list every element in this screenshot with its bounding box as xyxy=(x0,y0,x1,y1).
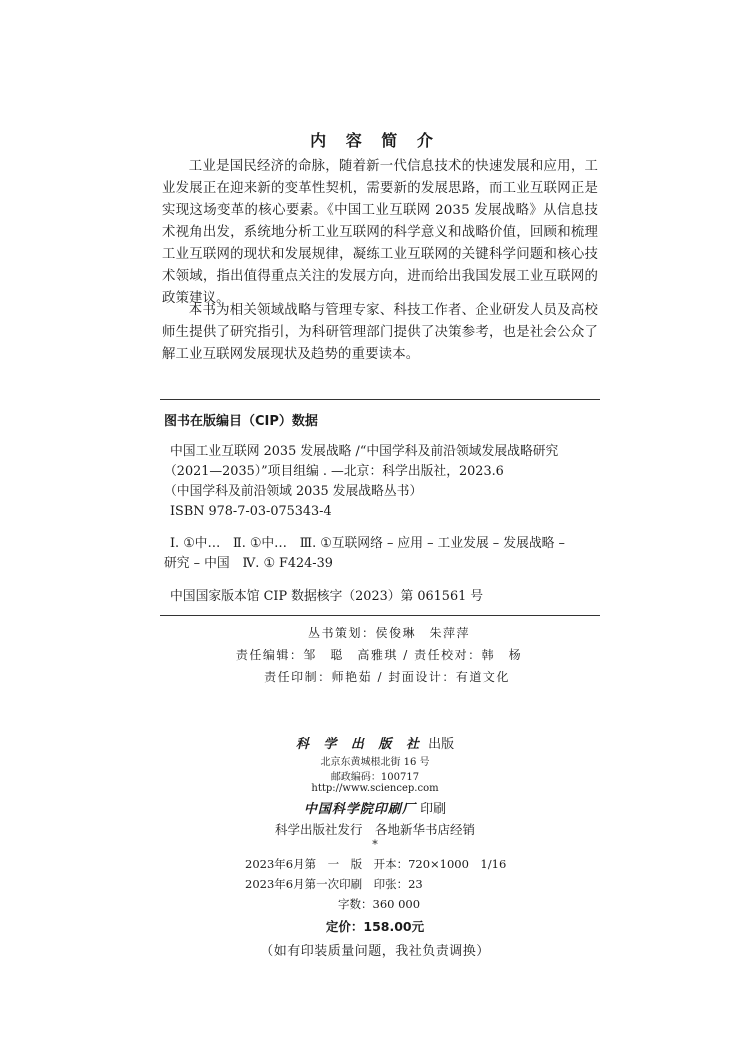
publisher-address: 北京东黄城根北街 16 号 xyxy=(320,757,430,768)
publisher-line xyxy=(0,733,750,752)
printing-line: 2023年6月第一次印刷 印张：23 xyxy=(245,877,423,891)
cip-data-number: 中国国家版本馆 CIP 数据核字（2023）第 061561 号 xyxy=(170,589,484,604)
printer-line xyxy=(0,798,750,817)
credit-editors: 责任编辑：邹 聪 高雅琪 / 责任校对：韩 杨 xyxy=(235,648,523,662)
cip-heading: 图书在版编目（CIP）数据 xyxy=(164,414,318,429)
cip-classification-line-2: 研究 – 中国 Ⅳ. ① F424-39 xyxy=(164,556,333,571)
cip-title-line-2: （2021—2035）”项目组编 . —北京：科学出版社，2023.6 xyxy=(164,464,504,479)
cip-title-line-1: 中国工业互联网 2035 发展战略 /“中国学科及前沿领域发展战略研究 xyxy=(170,444,559,459)
summary-paragraph-1: 工业是国民经济的命脉，随着新一代信息技术的快速发展和应用，工业发展正在迎来新的变革性契机，需要新的发展思路，而工业互联网正是实现这场变革的核心要素。《中国工业互联网 2035 发展战略》从信息技术视角出发，系统地分析工业互联网的科学意义和战略价值，回顾和梳理工业互联网的现状和发展规律，凝练工业互联网的关键科学问题和核心技术领域，指出值得重点关注的发展方向，进而给出我国发展工业互联网的政策建议。 xyxy=(162,159,598,306)
publisher-website: http://www.sciencep.com xyxy=(311,783,439,794)
summary-title: 内 容 简 介 xyxy=(310,131,440,150)
edition-line: 2023年6月第 一 版 开本：720×1000 1/16 xyxy=(245,857,507,871)
credit-production: 责任印制：师艳茹 / 封面设计：有道文化 xyxy=(264,670,510,684)
separator-star: * xyxy=(372,838,378,851)
cip-series-line: （中国学科及前沿领域 2035 发展战略丛书） xyxy=(164,484,423,499)
distribution-line: 科学出版社发行 各地新华书店经销 xyxy=(274,822,475,837)
divider-top xyxy=(160,399,600,400)
printer-suffix: 印刷 xyxy=(420,802,447,817)
credit-series-planner: 丛书策划：侯俊琳 朱萍萍 xyxy=(307,626,470,640)
summary-paragraph-2: 本书为相关领域战略与管理专家、科技工作者、企业研发人员及高校师生提供了研究指引，为科研管理部门提供了决策参考，也是社会公众了解工业互联网发展现状及趋势的重要读本。 xyxy=(162,303,598,362)
printer-logo: 中国科学院印刷厂 xyxy=(303,802,416,817)
cip-classification-line-1: Ⅰ. ①中… Ⅱ. ①中… Ⅲ. ①互联网络 – 应用 – 工业发展 – 发展战略 – xyxy=(170,536,565,551)
publisher-suffix: 出版 xyxy=(428,737,455,752)
quality-note: （如有印装质量问题，我社负责调换） xyxy=(260,944,490,959)
word-count: 字数：360 000 xyxy=(338,897,421,911)
divider-bottom xyxy=(160,615,600,616)
cip-isbn: ISBN 978-7-03-075343-4 xyxy=(170,504,332,519)
price: 定价：158.00元 xyxy=(325,919,425,934)
publisher-postcode: 邮政编码：100717 xyxy=(330,772,420,783)
publisher-logo: 科 学 出 版 社 xyxy=(295,737,424,752)
